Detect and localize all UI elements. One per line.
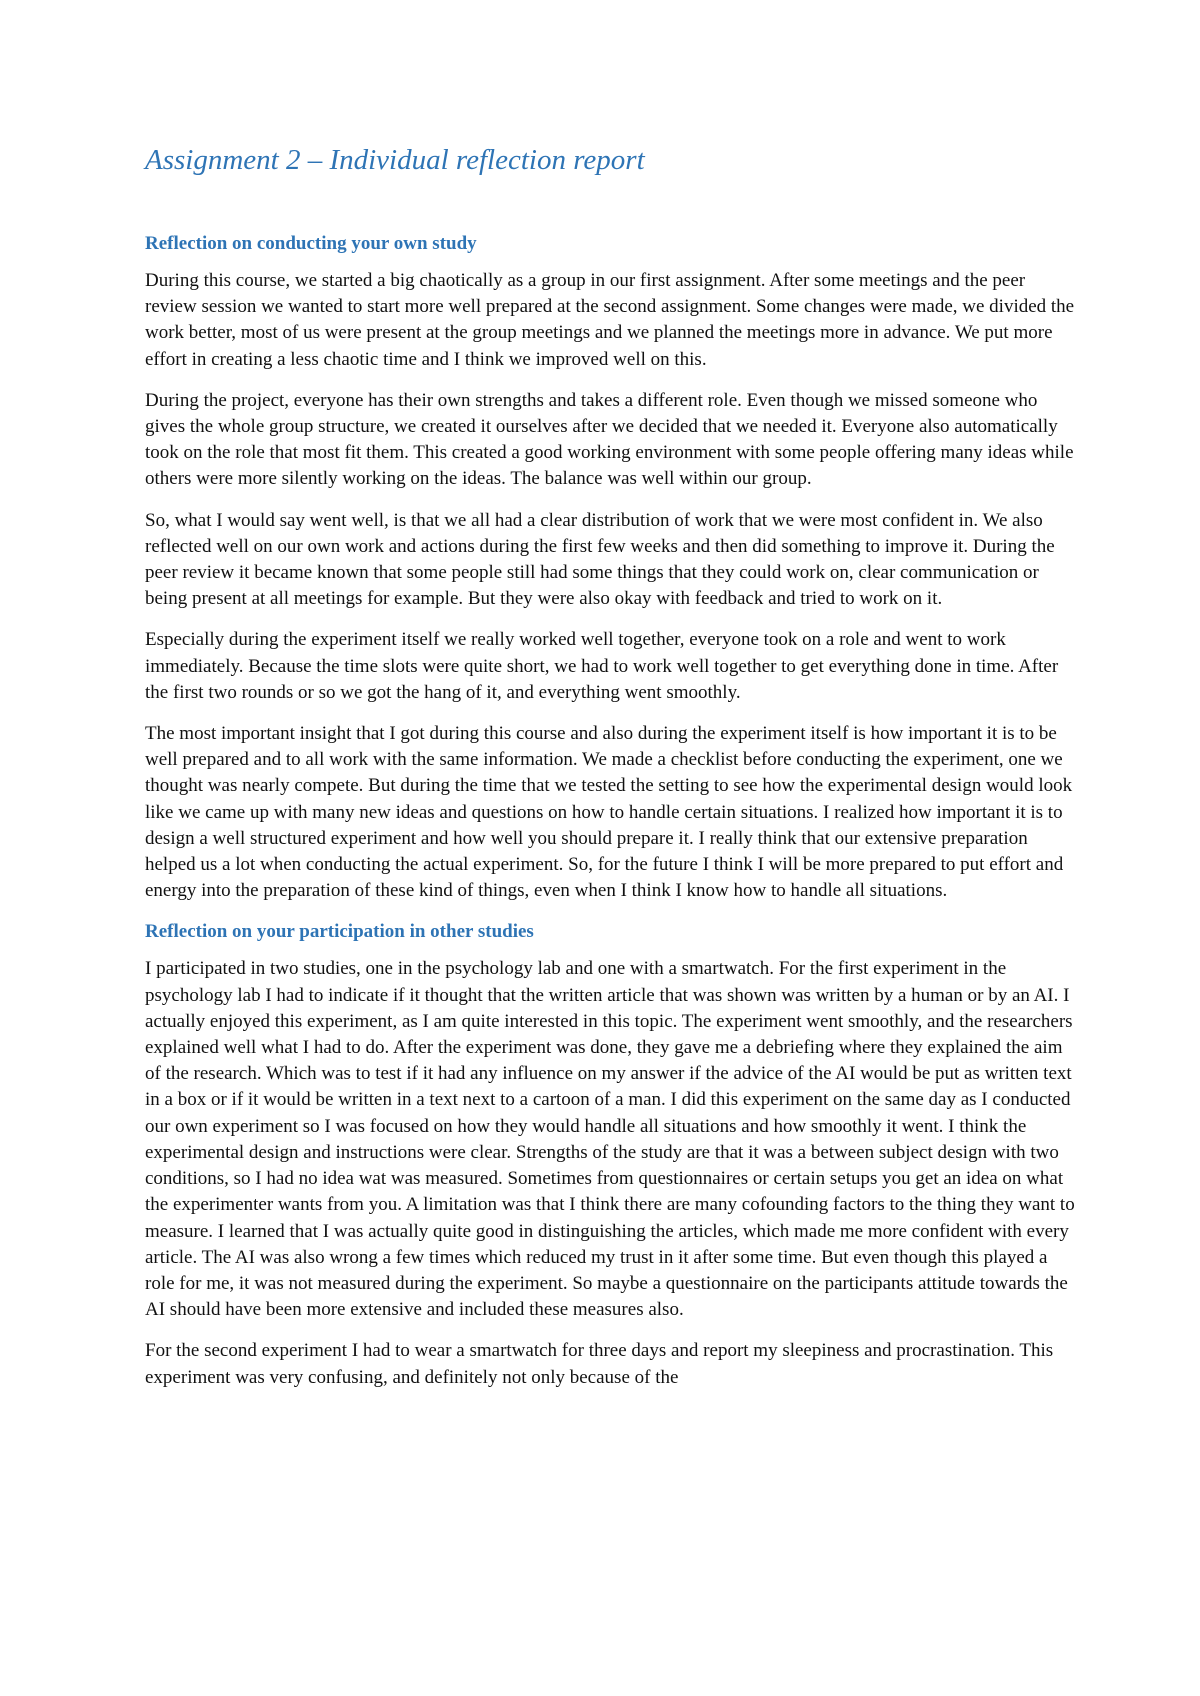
paragraph: The most important insight that I got during this course and also during the experiment itself is how important it is to be well prepared and to all work with the same information. We made a checklist before conducting the experiment, one we thought was nearly compete. But during the time that we tested the setting to see how the experimental design would look like we came up with many new ideas and questions on how to handle certain situations. I realized how important it is to design a well structured experiment and how well you should prepare it. I really think that our extensive preparation helped us a lot when conducting the actual experiment. So, for the future I think I will be more prepared to put effort and energy into the preparation of these kind of things, even when I think I know how to handle all situations. [145,723,1073,902]
paragraph: During this course, we started a big chaotically as a group in our first assignment. After some meetings and the peer review session we wanted to start more well prepared at the second assignment. Some changes were made, we divided the work better, most of us were present at the group meetings and we planned the meetings more in advance. We put more effort in creating a less chaotic time and I think we improved well on this. [145,270,1075,370]
section-heading: Reflection on conducting your own study [145,233,477,254]
section-own-study [145,231,1075,904]
document-title: Assignment 2 – Individual reflection report [145,144,645,176]
paragraph: I participated in two studies, one in the psychology lab and one with a smartwatch. For the first experiment in the psychology lab I had to indicate if it thought that the written article that was shown was written by a human or by an AI. I actually enjoyed this experiment, as I am quite interested in this topic. The experiment went smoothly, and the researchers explained well what I had to do. After the experiment was done, they gave me a debriefing where they explained the aim of the research. Which was to test if it had any influence on my answer if the advice of the AI would be put as written text in a box or if it would be written in a text next to a cartoon of a man. I did this experiment on the same day as I conducted our own experiment so I was focused on how they would handle all situations and how smoothly it went. I think the experimental design and instructions were clear. Strengths of the study are that it was a between subject design with two conditions, so I had no idea wat was measured. Sometimes from questionnaires or certain setups you get an idea on what the experimenter wants from you. A limitation was that I think there are many cofounding factors to the thing they want to measure. I learned that I was actually quite good in distinguishing the articles, which made me more confident with every article. The AI was also wrong a few times which reduced my trust in it after some time. But even though this played a role for me, it was not measured during the experiment. So maybe a questionnaire on the participants attitude towards the AI should have been more extensive and included these measures also. [145,958,1075,1321]
section-heading: Reflection on your participation in other studies [145,921,534,943]
section-other-studies [145,919,1075,1390]
document-page [145,140,1075,1406]
paragraph: For the second experiment I had to wear a smartwatch for three days and report my sleepiness and procrastination. This experiment was very confusing, and definitely not only because of the [145,1340,1054,1388]
paragraph: Especially during the experiment itself we really worked well together, everyone took on a role and went to work immediately. Because the time slots were quite short, we had to work well together to get everything done in time. After the first two rounds or so we got the hang of it, and everything went smoothly. [145,629,1059,703]
paragraph: So, what I would say went well, is that we all had a clear distribution of work that we were most confident in. We also reflected well on our own work and actions during the first few weeks and then did something to improve it. During the peer review it became known that some people still had some things that they could work on, clear communication or being present at all meetings for example. But they were also okay with feedback and tried to work on it. [145,509,1055,610]
paragraph: During the project, everyone has their own strengths and takes a different role. Even though we missed someone who gives the whole group structure, we created it ourselves after we decided that we needed it. Everyone also automatically took on the role that most fit them. This created a good working environment with some people offering many ideas while others were more silently working on the ideas. The balance was well within our group. [145,389,1074,490]
